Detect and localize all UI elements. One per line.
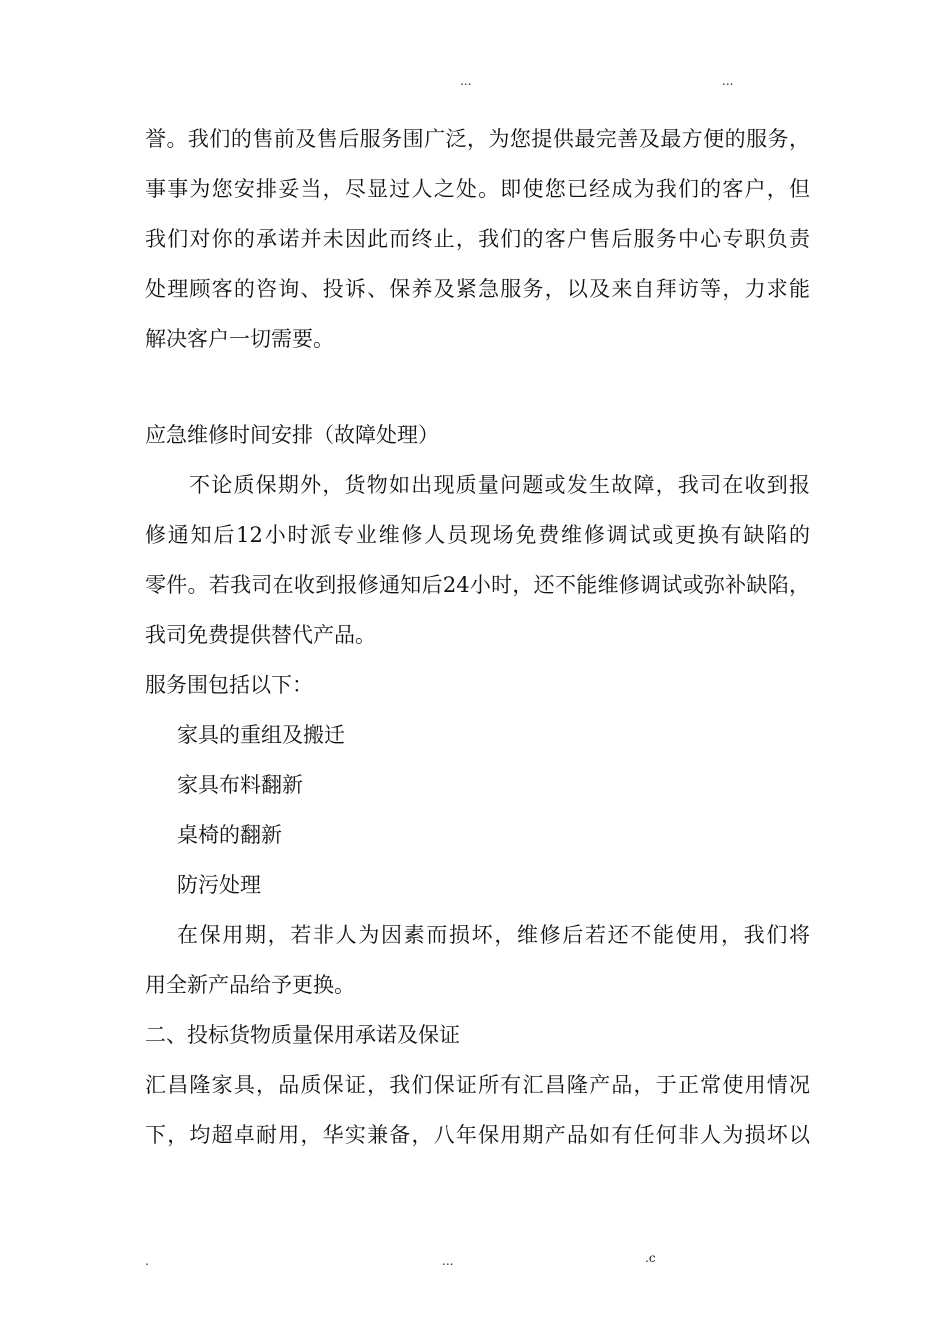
paragraph-warranty — [145, 910, 810, 1010]
section-title-quality-warranty: 二、投标货物质量保用承诺及保证 — [145, 1023, 460, 1047]
paragraph-line: 修通知后12小时派专业维修人员现场免费维修调试或更换有缺陷的 — [145, 523, 810, 547]
paragraph-line: 零件。若我司在收到报修通知后24小时，还不能维修调试或弥补缺陷， — [145, 573, 810, 597]
document-body — [145, 114, 810, 1160]
paragraph-line: 下，均超卓耐用，华实兼备，八年保用期产品如有任何非人为损坏以 — [145, 1123, 810, 1147]
paragraph-line: 誉。我们的售前及售后服务围广泛，为您提供最完善及最方便的服务， — [145, 127, 810, 151]
section-emergency-repair — [145, 410, 810, 660]
paragraph-line: 事事为您安排妥当，尽显过人之处。即使您已经成为我们的客户，但 — [145, 177, 810, 201]
paragraph-line: 解决客户一切需要。 — [145, 327, 334, 351]
list-item: 防污处理 — [177, 873, 261, 897]
list-item: 桌椅的翻新 — [177, 823, 282, 847]
paragraph-line: 不论质保期外，货物如出现质量问题或发生故障，我司在收到报 — [189, 473, 810, 497]
list-item: 家具布料翻新 — [177, 773, 303, 797]
paragraph-line: 在保用期，若非人为因素而损坏，维修后若还不能使用，我们将 — [177, 923, 810, 947]
paragraph-line: 我司免费提供替代产品。 — [145, 623, 376, 647]
section-title-emergency: 应急维修时间安排（故障处理） — [145, 423, 439, 447]
section-gap — [145, 364, 810, 410]
section-service-scope — [145, 660, 810, 910]
paragraph-line: 我们对你的承诺并未因此而终止，我们的客户售后服务中心专职负责 — [145, 227, 810, 251]
paragraph-line: 处理顾客的咨询、投诉、保养及紧急服务，以及来自拜访等，力求能 — [145, 277, 810, 301]
header-left-mark: ... — [460, 74, 472, 88]
section-quality-warranty — [145, 1010, 810, 1160]
paragraph-line: 汇昌隆家具，品质保证，我们保证所有汇昌隆产品，于正常使用情况 — [145, 1073, 810, 1097]
footer-right-mark: .c — [645, 1251, 656, 1265]
section-title-service-scope: 服务围包括以下： — [145, 673, 313, 697]
paragraph-intro — [145, 114, 810, 364]
footer-left-mark: . — [145, 1254, 149, 1268]
list-item: 家具的重组及搬迁 — [177, 723, 345, 747]
footer-center-mark: ... — [442, 1254, 454, 1268]
header-right-mark: ... — [722, 74, 734, 88]
paragraph-line: 用全新产品给予更换。 — [145, 973, 355, 997]
